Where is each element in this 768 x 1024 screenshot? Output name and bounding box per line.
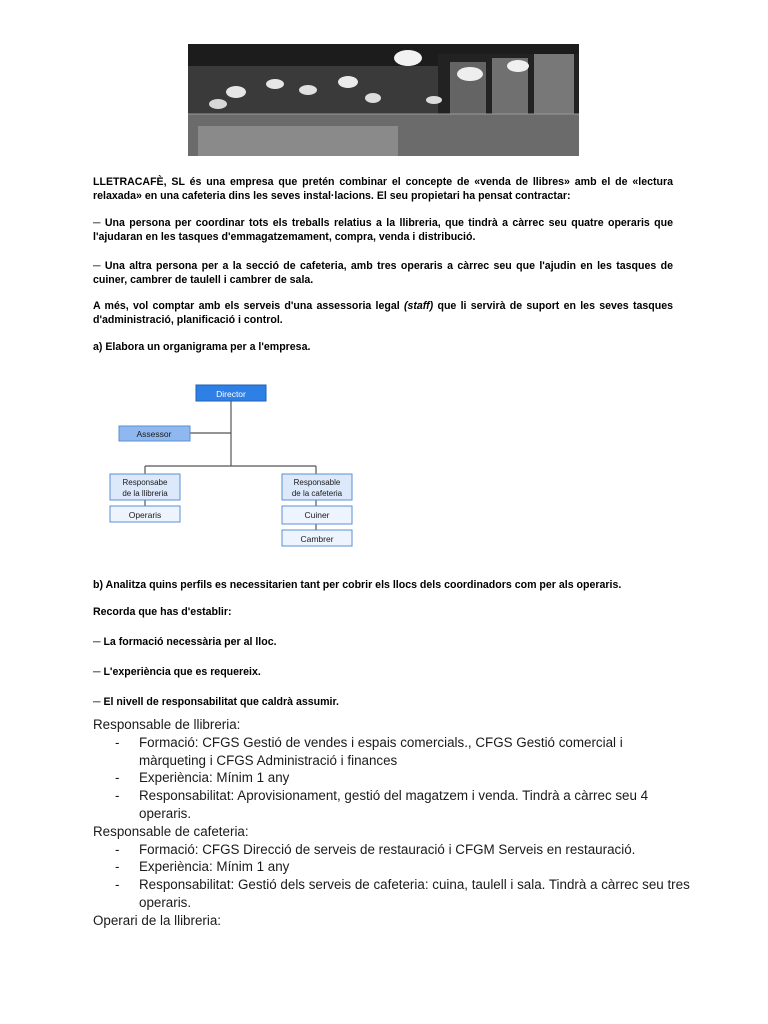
answer-heading-llibreria: Responsable de llibreria: <box>93 717 241 732</box>
org-box-cuiner <box>282 506 352 524</box>
svg-text:Cambrer: Cambrer <box>300 534 334 544</box>
answer-list-llibreria <box>93 734 693 823</box>
svg-text:de la llibreria: de la llibreria <box>122 489 168 498</box>
bullet-responsabilitat: ─ El nivell de responsabilitat que caldrà assumir. <box>93 696 339 708</box>
answer-heading-cafeteria: Responsable de cafeteria: <box>93 823 249 839</box>
intro-paragraph-2: ─ Una persona per coordinar tots els treballs relatius a la llibreria, que tindrà a càrrec seu quatre operaris que l'ajudaran en les tasques d'emmagatzemament, compra, venda i distribució. <box>93 217 673 243</box>
answer-list-cafeteria <box>93 841 693 912</box>
svg-text:Assessor: Assessor <box>136 429 172 439</box>
list-item: - Responsabilitat: Aprovisionament, gestió del magatzem i venda. Tindrà a càrrec seu 4 operaris. <box>115 788 649 821</box>
list-item: - Responsabilitat: Gestió dels serveis de cafeteria: cuina, taulell i sala. Tindrà a càrrec seu tres operaris. <box>115 877 690 910</box>
svg-text:Operaris: Operaris <box>128 510 162 520</box>
org-box-resp-cafeteria <box>282 474 352 500</box>
intro-paragraph-4: A més, vol comptar amb els serveis d'una assessoria legal (staff) que li servirà de suport en les seves tasques d'administració, planificació i control. <box>93 300 673 326</box>
org-chart <box>94 370 366 554</box>
bullet-formacio: ─ La formació necessària per al lloc. <box>93 636 277 648</box>
staff-term: (staff) <box>403 300 434 312</box>
svg-text:de la cafeteria: de la cafeteria <box>291 489 343 498</box>
question-b: b) Analitza quins perfils es necessitarien tant per cobrir els llocs dels coordinadors com per als operaris. <box>93 579 622 591</box>
org-box-cambrer <box>282 530 352 546</box>
recorda-text: Recorda que has d'establir: <box>93 606 232 618</box>
intro-paragraph-3: ─ Una altra persona per a la secció de cafeteria, amb tres operaris a càrrec seu que l'ajudin en les tasques de cuiner, cambrer de taulell i cambrer de sala. <box>93 260 673 286</box>
answer-heading-operari: Operari de la llibreria: <box>93 912 222 928</box>
intro-paragraph-1: LLETRACAFÈ, SL és una empresa que pretén combinar el concepte de «venda de llibres» amb el de «lectura relaxada» en una cafeteria dins les seves instal·lacions. El seu propietari ha pensat contractar: <box>93 176 673 202</box>
header-photo <box>188 44 579 156</box>
bullet-experiencia: ─ L'experiència que es requereix. <box>93 666 261 678</box>
svg-text:Director: Director <box>216 389 246 399</box>
org-box-assessor <box>119 426 190 441</box>
svg-text:Responsable: Responsable <box>293 478 341 487</box>
list-item: - Experiència: Mínim 1 any <box>115 859 290 875</box>
answer-section <box>93 716 693 930</box>
svg-text:Cuiner: Cuiner <box>304 510 330 520</box>
org-box-director <box>196 385 266 401</box>
org-box-resp-llibreria <box>110 474 180 500</box>
list-item: - Experiència: Mínim 1 any <box>115 770 290 786</box>
list-item: - Formació: CFGS Direcció de serveis de restauració i CFGM Serveis en restauració. <box>115 841 636 857</box>
svg-text:Responsabe: Responsabe <box>122 478 168 487</box>
org-box-operaris <box>110 506 180 522</box>
question-a: a) Elabora un organigrama per a l'empresa. <box>93 341 311 353</box>
list-item: - Formació: CFGS Gestió de vendes i espais comercials., CFGS Gestió comercial i màrqueting i CFGS Administració i finances <box>115 734 623 768</box>
